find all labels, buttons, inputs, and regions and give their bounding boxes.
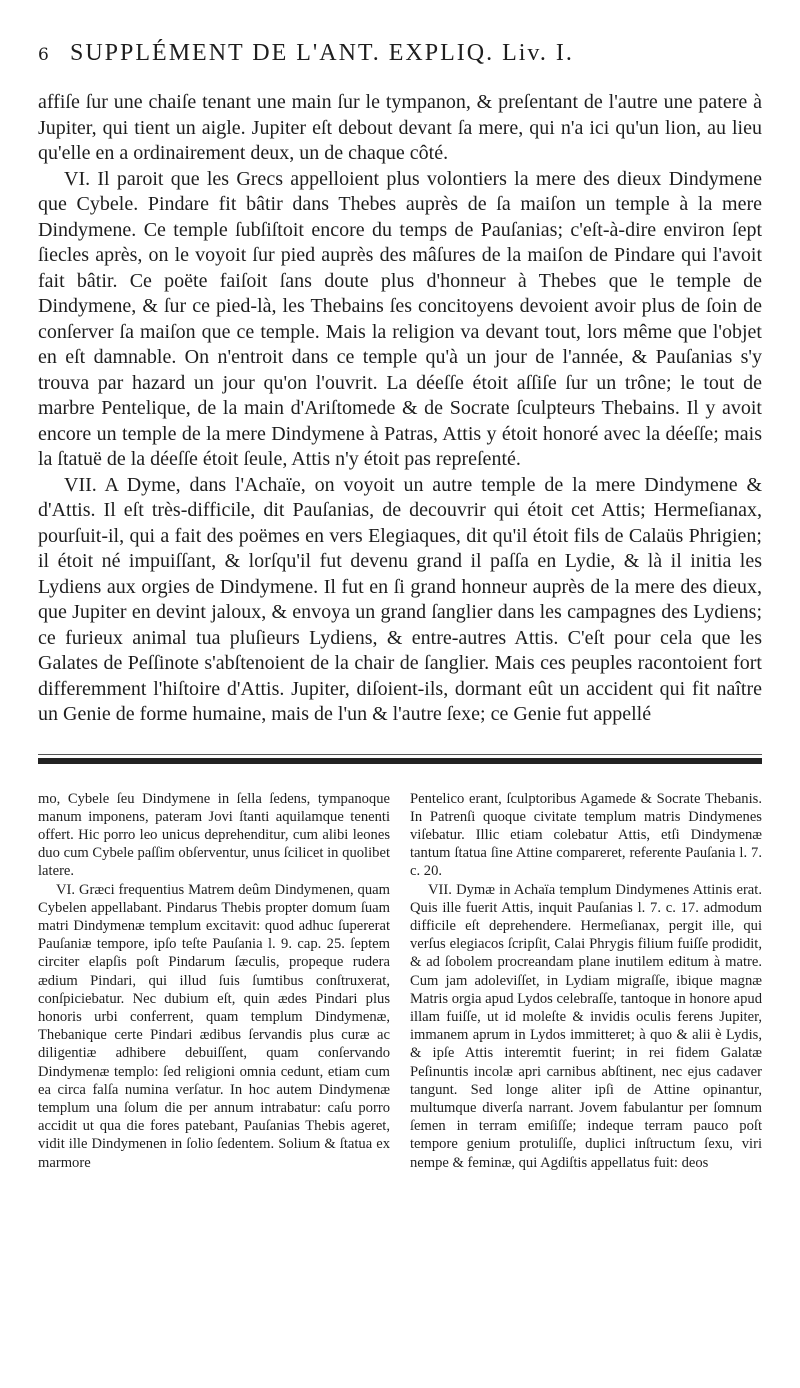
footnote-paragraph: mo, Cybele ſeu Dindymene in ſella ſedens, tympanoque manum imponens, pateram Jovi ſtanti aquilamque tenenti offert. Hic porro leo unicus deprehenditur, cum alibi leones duo cum Cybele paſſim obſerventur, unus ſcilicet in quolibet latere. xyxy=(38,790,390,880)
main-paragraph: VII. A Dyme, dans l'Achaïe, on voyoit un autre temple de la mere Dindymene & d'Attis. Il eſt très-difficile, dit Pauſanias, de decouvrir qui étoit cet Attis; Hermeſianax, pourſuit-il, qui a fait des poëmes en vers Elegiaques, dit qu'il étoit fils de Calaüs Phrigien; il étoit né impuiſſant, & lorſqu'il fut devenu grand il paſſa en Lydie, & là il initia les Lydiens aux orgies de Dindymene. Il fut en ſi grand honneur auprès de la mere des dieux, que Jupiter en devint jaloux, & envoya un grand ſanglier dans les campagnes des Lydiens; ce furieux animal tua pluſieurs Lydiens, & entre-autres Attis. C'eſt pour cela que les Galates de Peſſinote s'abſtenoient de la chair de ſanglier. Mais ces peuples racontoient fort differemment l'hiſtoire d'Attis. Jupiter, diſoient-ils, dormant eût un accident qui fit naître un Genie de forme humaine, mais de l'un & l'autre ſexe; ce Genie fut appellé xyxy=(38,473,762,725)
footnote-divider xyxy=(38,758,762,764)
footnote-paragraph: Pentelico erant, ſculptoribus Agamede & Socrate Thebanis. In Patrenſi quoque civitate templum matris Dindymenes viſebatur. Illic etiam colebatur Attis, etſi Dindymenæ tantum ſtatua ſine Attine compareret, referente Pauſania l. 7. c. 20. xyxy=(410,790,762,880)
footnote-column-right xyxy=(410,790,762,1172)
footnote-paragraph: VI. Græci frequentius Matrem deûm Dindymenen, quam Cybelen appellabant. Pindarus Thebis propter domum ſuam matri Dindymenæ templum excitavit: quod adhuc ſupererat Pauſaniæ tempore, ipſo teſte Pauſania l. 9. cap. 25. ſeptem circiter elapſis poſt Pindarum ſæculis, propeque rudera ædium Pindari, qui illud ſuis ſumtibus conſtruxerat, conſpiciebatur. Nec dubium eſt, quin ædes Pindari plus honoris urbi conferrent, quam templum Dindymenæ, Thebanique certe Pindari ædibus ſervandis plus curæ ac diligentiæ adhibere debuiſſent, quam conſervando Dindymenæ templo: ſed religioni omnia cedunt, etiam cum ea circa falſa numina verſatur. In hoc autem Dindymenæ templum una ſolum die per annum intrabatur: caſu porro accidit ut qua die fores patebant, Pauſanias Thebis ageret, vidit ille Dindymenen in ſolio ſedentem. Solium & ſtatua ex marmore xyxy=(38,881,390,1171)
page-number: 6 xyxy=(38,45,49,65)
footnote-paragraph: VII. Dymæ in Achaïa templum Dindymenes Attinis erat. Quis ille fuerit Attis, inquit Pauſanias l. 7. c. 17. admodum difficile eſt deprehendere. Hermeſianax, pergit ille, qui verſus elegiacos ſcripſit, Calai Phrygis filium fuiſſe prodidit, & ad ſobolem procreandam plane inutilem editum à matre. Cum jam adoleviſſet, in Lydiam migraſſe, ibique magnæ Matris orgia apud Lydos celebraſſe, tantoque in honore apud illam fuiſſe, ut id moleſte & invidis oculis ferens Jupiter, immanem aprum in Lydos immitteret; à quo & alii è Lydis, & ipſe Attis interemtit fuerint; in rei fidem Galatæ Peſinuntis incolæ apri carnibus abſtinent, nec ejus cadaver tangunt. Sed longe aliter ipſi de Attine opinantur, multumque diverſa narrant. Jovem fabulantur per ſomnum ſemen in terram emiſiſſe; indeque terram pauco poſt tempore genium protuliſſe, duplici inſtructum ſexu, viri nempe & feminæ, qui Agdiſtis appellatus fuit: deos xyxy=(410,881,762,1171)
page-header xyxy=(38,40,762,86)
running-head: SUPPLÉMENT DE L'ANT. EXPLIQ. Liv. I. xyxy=(70,40,574,66)
footnote-column-left xyxy=(38,790,390,1172)
main-paragraph: VI. Il paroit que les Grecs appelloient plus volontiers la mere des dieux Dindymene que Cybele. Pindare fit bâtir dans Thebes auprès de ſa maiſon un temple à la mere Dindymene. Ce temple ſubſiſtoit encore du temps de Pauſanias; c'eſt-à-dire environ ſept ſiecles après, on le voyoit ſur pied auprès des mâſures de la maiſon de Pindare qui l'avoit fait bâtir. Ce poëte faiſoit ſans doute plus d'honneur à Thebes que le temple de Dindymene, & ſur ce pied-là, les Thebains ſes concitoyens devoient avoir plus de ſoin de conſerver ſa maiſon que ce temple. Mais la religion va devant tout, lors même que l'objet en eſt damnable. On n'entroit dans ce temple qu'à un jour de l'année, & Pauſanias s'y trouva par hazard un jour qu'on l'ouvrit. La déeſſe étoit aſſiſe ſur un trône; le tout de marbre Pentelique, de la main d'Ariſtomede & de Socrate ſculpteurs Thebains. Il y avoit encore un temple de la mere Dindymene à Patras, Attis y étoit honoré avec la déeſſe; mais la ſtatuë de la déeſſe étoit ſeule, Attis n'y étoit pas repreſenté. xyxy=(38,167,762,470)
main-paragraph: affiſe ſur une chaiſe tenant une main ſur le tympanon, & preſentant de l'autre une patere à Jupiter, qui tient un aigle. Jupiter eſt debout devant ſa mere, qui n'a ici qu'un lion, au lieu qu'elle en a ordinairement deux, un de chaque côté. xyxy=(38,91,762,164)
footnotes xyxy=(38,790,762,1172)
main-text xyxy=(38,90,762,728)
